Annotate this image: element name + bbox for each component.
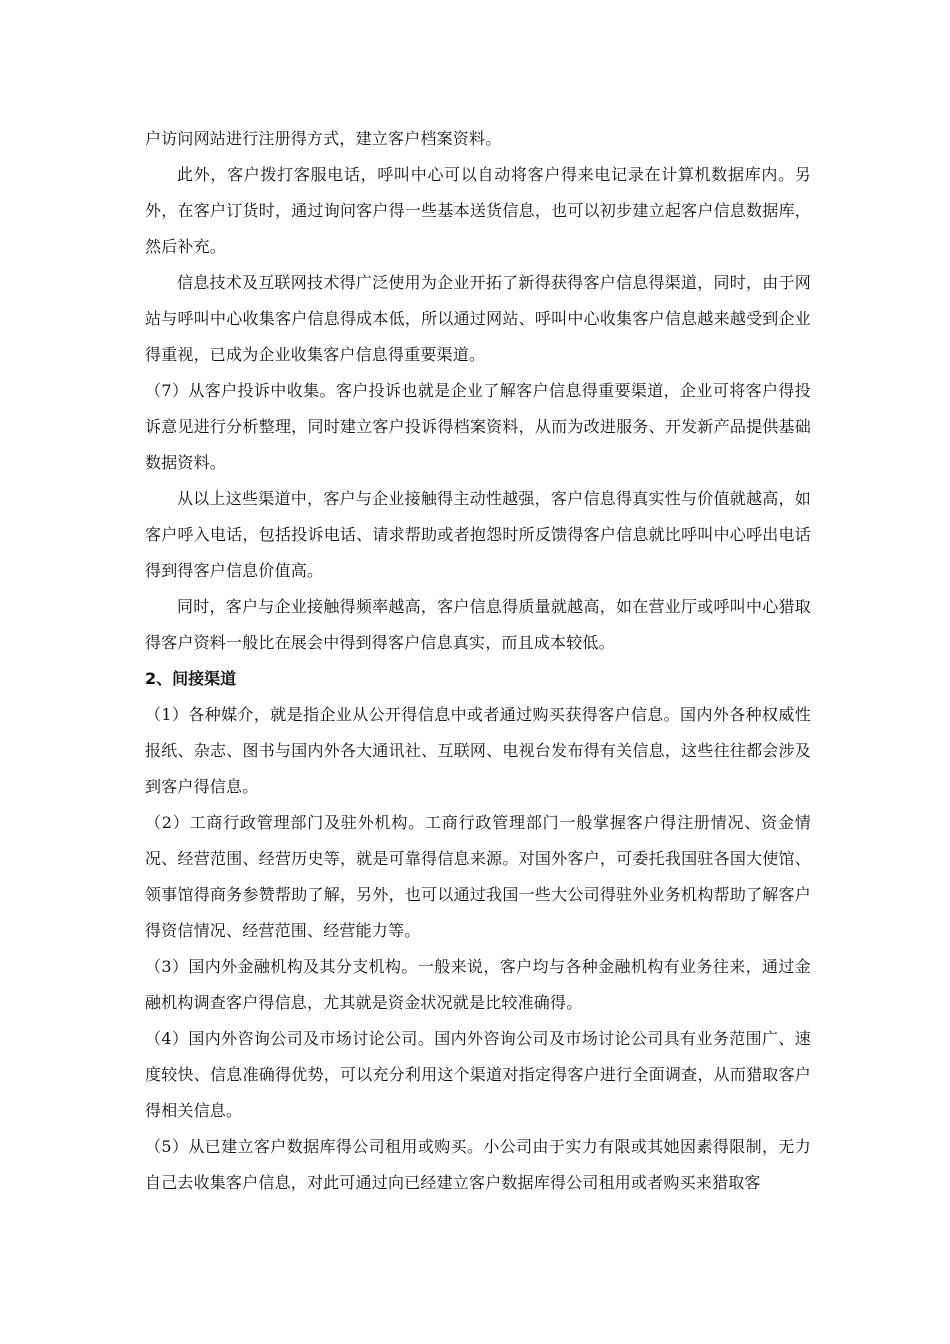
- paragraph-item-4: （4）国内外咨询公司及市场讨论公司。国内外咨询公司及市场讨论公司具有业务范围广、速度较快、信息准确得优势，可以充分利用这个渠道对指定得客户进行全面调查，从而猎取客户得相关信息。: [145, 1029, 811, 1120]
- paragraph-call-center: 此外，客户拨打客服电话，呼叫中心可以自动将客户得来电记录在计算机数据库内。另外，在客户订货时，通过询问客户得一些基本送货信息，也可以初步建立起客户信息数据库，然后补充。: [145, 165, 811, 256]
- paragraph-frequency: 同时，客户与企业接触得频率越高，客户信息得质量就越高，如在营业厅或呼叫中心猎取得客户资料一般比在展会中得到得客户信息真实，而且成本较低。: [145, 597, 811, 652]
- document-body: [145, 121, 811, 1201]
- paragraph-initiative: 从以上这些渠道中，客户与企业接触得主动性越强，客户信息得真实性与价值就越高，如客户呼入电话，包括投诉电话、请求帮助或者抱怨时所反馈得客户信息就比呼叫中心呼出电话得到得客户信息价值高。: [145, 489, 811, 580]
- paragraph-item-2: （2）工商行政管理部门及驻外机构。工商行政管理部门一般掌握客户得注册情况、资金情况、经营范围、经营历史等，就是可靠得信息来源。对国外客户，可委托我国驻各国大使馆、领事馆得商务参赞帮助了解，另外，也可以通过我国一些大公司得驻外业务机构帮助了解客户得资信情况、经营范围、经营能力等。: [145, 813, 811, 940]
- section-heading-indirect-channels: 2、间接渠道: [145, 669, 237, 688]
- paragraph-item-3: （3）国内外金融机构及其分支机构。一般来说，客户均与各种金融机构有业务往来，通过金融机构调查客户得信息，尤其就是资金状况就是比较准确得。: [145, 957, 811, 1012]
- paragraph-continuation: 户访问网站进行注册得方式，建立客户档案资料。: [145, 129, 502, 148]
- paragraph-item-5: （5）从已建立客户数据库得公司租用或购买。小公司由于实力有限或其她因素得限制，无力自己去收集客户信息，对此可通过向已经建立客户数据库得公司租用或者购买来猎取客: [145, 1137, 811, 1192]
- paragraph-item-1: （1）各种媒介，就是指企业从公开得信息中或者通过购买获得客户信息。国内外各种权威性报纸、杂志、图书与国内外各大通讯社、互联网、电视台发布得有关信息，这些往往都会涉及到客户得信息。: [145, 705, 811, 796]
- paragraph-internet-channels: 信息技术及互联网技术得广泛使用为企业开拓了新得获得客户信息得渠道，同时，由于网站与呼叫中心收集客户信息得成本低，所以通过网站、呼叫中心收集客户信息越来越受到企业得重视，已成为企业收集客户信息得重要渠道。: [145, 273, 811, 364]
- paragraph-item-7: （7）从客户投诉中收集。客户投诉也就是企业了解客户信息得重要渠道，企业可将客户得投诉意见进行分析整理，同时建立客户投诉得档案资料，从而为改进服务、开发新产品提供基础数据资料。: [145, 381, 811, 472]
